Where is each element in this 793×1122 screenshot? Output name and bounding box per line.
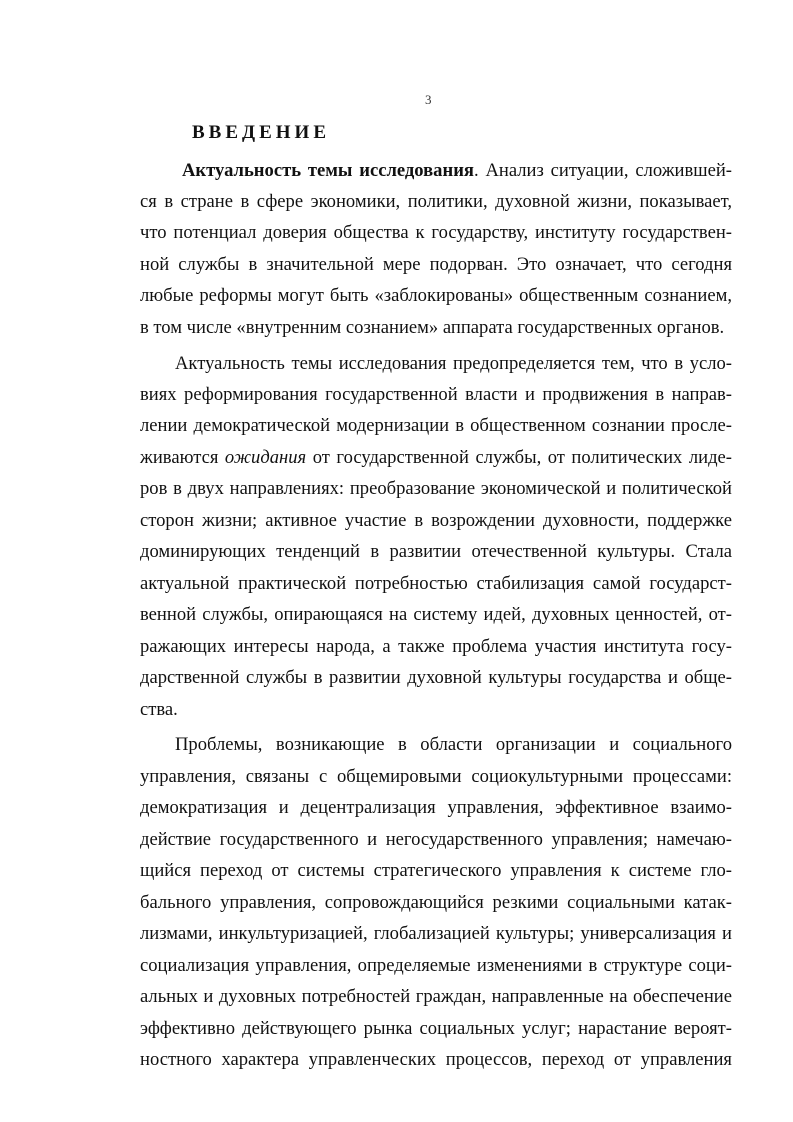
text-line: что потенциал доверия общества к государству, институту государствен- (140, 222, 732, 243)
text-line: сторон жизни; активное участие в возрождении духовности, поддержке (140, 510, 732, 531)
text-line: венной службы, опирающаяся на систему идей, духовных ценностей, от- (140, 604, 732, 625)
text-line: живаются ожидания от государственной службы, от политических лиде- (140, 447, 732, 468)
text-line: любые реформы могут быть «заблокированы» общественным сознанием, (140, 285, 732, 306)
text-line: бального управления, сопровождающийся резкими социальными катак- (140, 892, 732, 913)
text-line: Актуальность темы исследования. Анализ ситуации, сложившей- (182, 160, 732, 181)
text-line: актуальной практической потребностью стабилизация самой государст- (140, 573, 732, 594)
text-line: ства. (140, 699, 178, 720)
text-line: эффективно действующего рынка социальных услуг; нарастание вероят- (140, 1018, 732, 1039)
text-line: в том числе «внутренним сознанием» аппарата государственных органов. (140, 317, 725, 338)
text-line: ражающих интересы народа, а также проблема участия института госу- (140, 636, 732, 657)
text-line: дарственной службы в развитии духовной культуры государства и обще- (140, 667, 732, 688)
text-line: щийся переход от системы стратегического управления к системе гло- (140, 860, 732, 881)
text-line: виях реформирования государственной власти и продвижения в направ- (140, 384, 732, 405)
section-heading: ВВЕДЕНИЕ (192, 122, 330, 143)
text-line: демократизация и децентрализация управления, эффективное взаимо- (140, 797, 732, 818)
bold-lead: Актуальность темы исследования (182, 160, 474, 181)
text-line: ся в стране в сфере экономики, политики, духовной жизни, показывает, (140, 191, 732, 212)
text-line: Проблемы, возникающие в области организации и социального (175, 734, 732, 755)
text-line: социализация управления, определяемые изменениями в структуре соци- (140, 955, 732, 976)
italic-word: ожидания (224, 447, 307, 468)
text-line: лизмами, инкультуризацией, глобализацией культуры; универсализация и (140, 923, 732, 944)
text-line: Актуальность темы исследования предопределяется тем, что в усло- (175, 353, 732, 374)
text-line: доминирующих тенденций в развитии отечественной культуры. Стала (140, 541, 732, 562)
text-line: управления, связаны с общемировыми социокультурными процессами: (140, 766, 732, 787)
text-line: альных и духовных потребностей граждан, направленные на обеспечение (140, 986, 732, 1007)
text-line: ностного характера управленческих процессов, переход от управления (140, 1049, 732, 1070)
text-line: ной службы в значительной мере подорван. Это означает, что сегодня (140, 254, 732, 275)
text-line: лении демократической модернизации в общественном сознании просле- (140, 415, 732, 436)
page-number: 3 (425, 92, 432, 107)
text-line: ров в двух направлениях: преобразование экономической и политической (140, 478, 732, 499)
text-line: действие государственного и негосударственного управления; намечаю- (140, 829, 732, 850)
